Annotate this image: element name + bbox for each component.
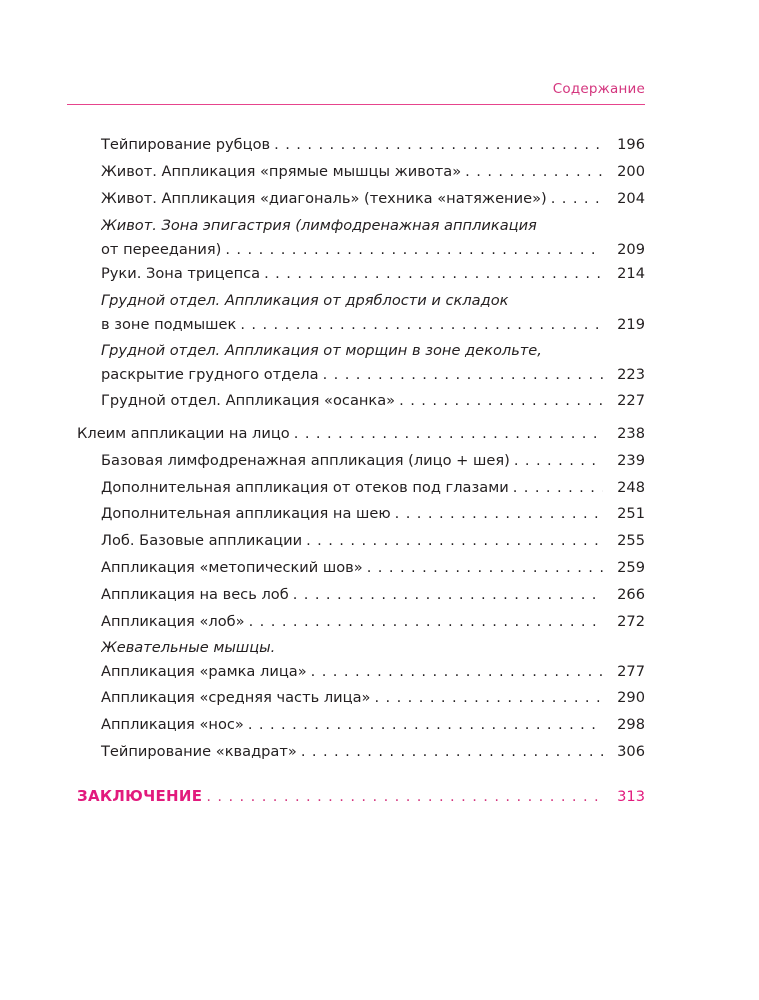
toc-page-number: 277 xyxy=(607,659,645,684)
toc-entry-title: раскрытие грудного отдела xyxy=(101,362,323,387)
toc-entry-title: Живот. Зона эпигастрия (лимфодренажная аппликация xyxy=(101,217,541,234)
toc-entry-title: Жевательные мышцы. xyxy=(101,639,279,656)
toc-page-number: 266 xyxy=(607,582,645,607)
toc-entry[interactable] xyxy=(0,739,759,763)
dot-leader xyxy=(264,261,603,286)
toc-page-number: 219 xyxy=(607,312,645,337)
dot-leader xyxy=(374,685,603,710)
toc-page-number: 223 xyxy=(607,362,645,387)
toc-entry[interactable] xyxy=(0,784,759,808)
toc-entry-title: Дополнительная аппликация на шею xyxy=(101,501,395,526)
dot-leader xyxy=(240,312,603,337)
toc-entry[interactable] xyxy=(0,635,759,683)
dot-leader xyxy=(551,186,603,211)
dot-leader xyxy=(248,712,603,737)
dot-leader xyxy=(514,448,603,473)
toc-page-number: 238 xyxy=(607,421,645,446)
toc-entry-title: Руки. Зона трицепса xyxy=(101,261,264,286)
toc-entry-title: ЗАКЛЮЧЕНИЕ xyxy=(77,784,206,809)
toc-page-number: 255 xyxy=(607,528,645,553)
toc-entry[interactable] xyxy=(0,288,759,336)
toc-page-number: 272 xyxy=(607,609,645,634)
toc-entry[interactable] xyxy=(0,448,759,472)
toc-page-number: 204 xyxy=(607,186,645,211)
toc-entry[interactable] xyxy=(0,475,759,499)
dot-leader xyxy=(294,421,603,446)
toc-entry-title: Аппликация «рамка лица» xyxy=(101,659,311,684)
toc-entry-title: Тейпирование рубцов xyxy=(101,132,274,157)
toc-entry[interactable] xyxy=(0,582,759,606)
toc-entry[interactable] xyxy=(0,528,759,552)
dot-leader xyxy=(206,784,603,809)
dot-leader xyxy=(323,362,603,387)
toc-page-number: 259 xyxy=(607,555,645,580)
toc-entry[interactable] xyxy=(0,132,759,156)
toc-page-number: 200 xyxy=(607,159,645,184)
dot-leader xyxy=(367,555,603,580)
toc-entry-title: Базовая лимфодренажная аппликация (лицо + шея) xyxy=(101,448,514,473)
toc-entry-title: Аппликация «метопический шов» xyxy=(101,555,367,580)
toc-entry-title: Аппликация «нос» xyxy=(101,712,248,737)
dot-leader xyxy=(274,132,603,157)
toc-entry[interactable] xyxy=(0,213,759,261)
toc-page-number: 298 xyxy=(607,712,645,737)
toc-entry[interactable] xyxy=(0,159,759,183)
dot-leader xyxy=(399,388,603,413)
toc-entry[interactable] xyxy=(0,421,759,445)
toc-page-number: 251 xyxy=(607,501,645,526)
toc-page-number: 306 xyxy=(607,739,645,764)
dot-leader xyxy=(395,501,603,526)
toc-entry[interactable] xyxy=(0,186,759,210)
toc-entry[interactable] xyxy=(0,338,759,386)
dot-leader xyxy=(465,159,603,184)
running-head: Содержание xyxy=(552,81,645,97)
toc-entry[interactable] xyxy=(0,685,759,709)
dot-leader xyxy=(301,739,603,764)
toc-entry-title: от переедания) xyxy=(101,237,225,262)
toc-page-number: 214 xyxy=(607,261,645,286)
toc-entry-title: Аппликация «лоб» xyxy=(101,609,249,634)
toc-entry-title: Клеим аппликации на лицо xyxy=(77,421,294,446)
dot-leader xyxy=(225,237,603,262)
dot-leader xyxy=(513,475,603,500)
dot-leader xyxy=(293,582,603,607)
toc-page-number: 196 xyxy=(607,132,645,157)
toc-page-number: 227 xyxy=(607,388,645,413)
toc-entry-title: Аппликация «средняя часть лица» xyxy=(101,685,374,710)
dot-leader xyxy=(306,528,603,553)
dot-leader xyxy=(311,659,603,684)
toc-entry[interactable] xyxy=(0,501,759,525)
toc-entry-title: в зоне подмышек xyxy=(101,312,240,337)
toc-page-number: 290 xyxy=(607,685,645,710)
dot-leader xyxy=(249,609,603,634)
toc-entry[interactable] xyxy=(0,609,759,633)
toc-entry-title: Грудной отдел. Аппликация от морщин в зоне декольте, xyxy=(101,342,546,359)
toc-page-number: 239 xyxy=(607,448,645,473)
toc-entry-title: Грудной отдел. Аппликация «осанка» xyxy=(101,388,399,413)
toc-entry-title: Лоб. Базовые аппликации xyxy=(101,528,306,553)
toc-entry-title: Живот. Аппликация «диагональ» (техника «натяжение») xyxy=(101,186,551,211)
toc-entry-title: Аппликация на весь лоб xyxy=(101,582,293,607)
toc-entry-title: Дополнительная аппликация от отеков под глазами xyxy=(101,475,513,500)
toc-entry[interactable] xyxy=(0,388,759,412)
toc-entry[interactable] xyxy=(0,261,759,285)
toc-page-number: 313 xyxy=(607,784,645,809)
toc-page-number: 209 xyxy=(607,237,645,262)
toc-entry-title: Живот. Аппликация «прямые мышцы живота» xyxy=(101,159,465,184)
toc-entry[interactable] xyxy=(0,712,759,736)
toc-page-number: 248 xyxy=(607,475,645,500)
toc-entry[interactable] xyxy=(0,555,759,579)
toc-entry-title: Грудной отдел. Аппликация от дряблости и складок xyxy=(101,292,512,309)
toc-entry-title: Тейпирование «квадрат» xyxy=(101,739,301,764)
